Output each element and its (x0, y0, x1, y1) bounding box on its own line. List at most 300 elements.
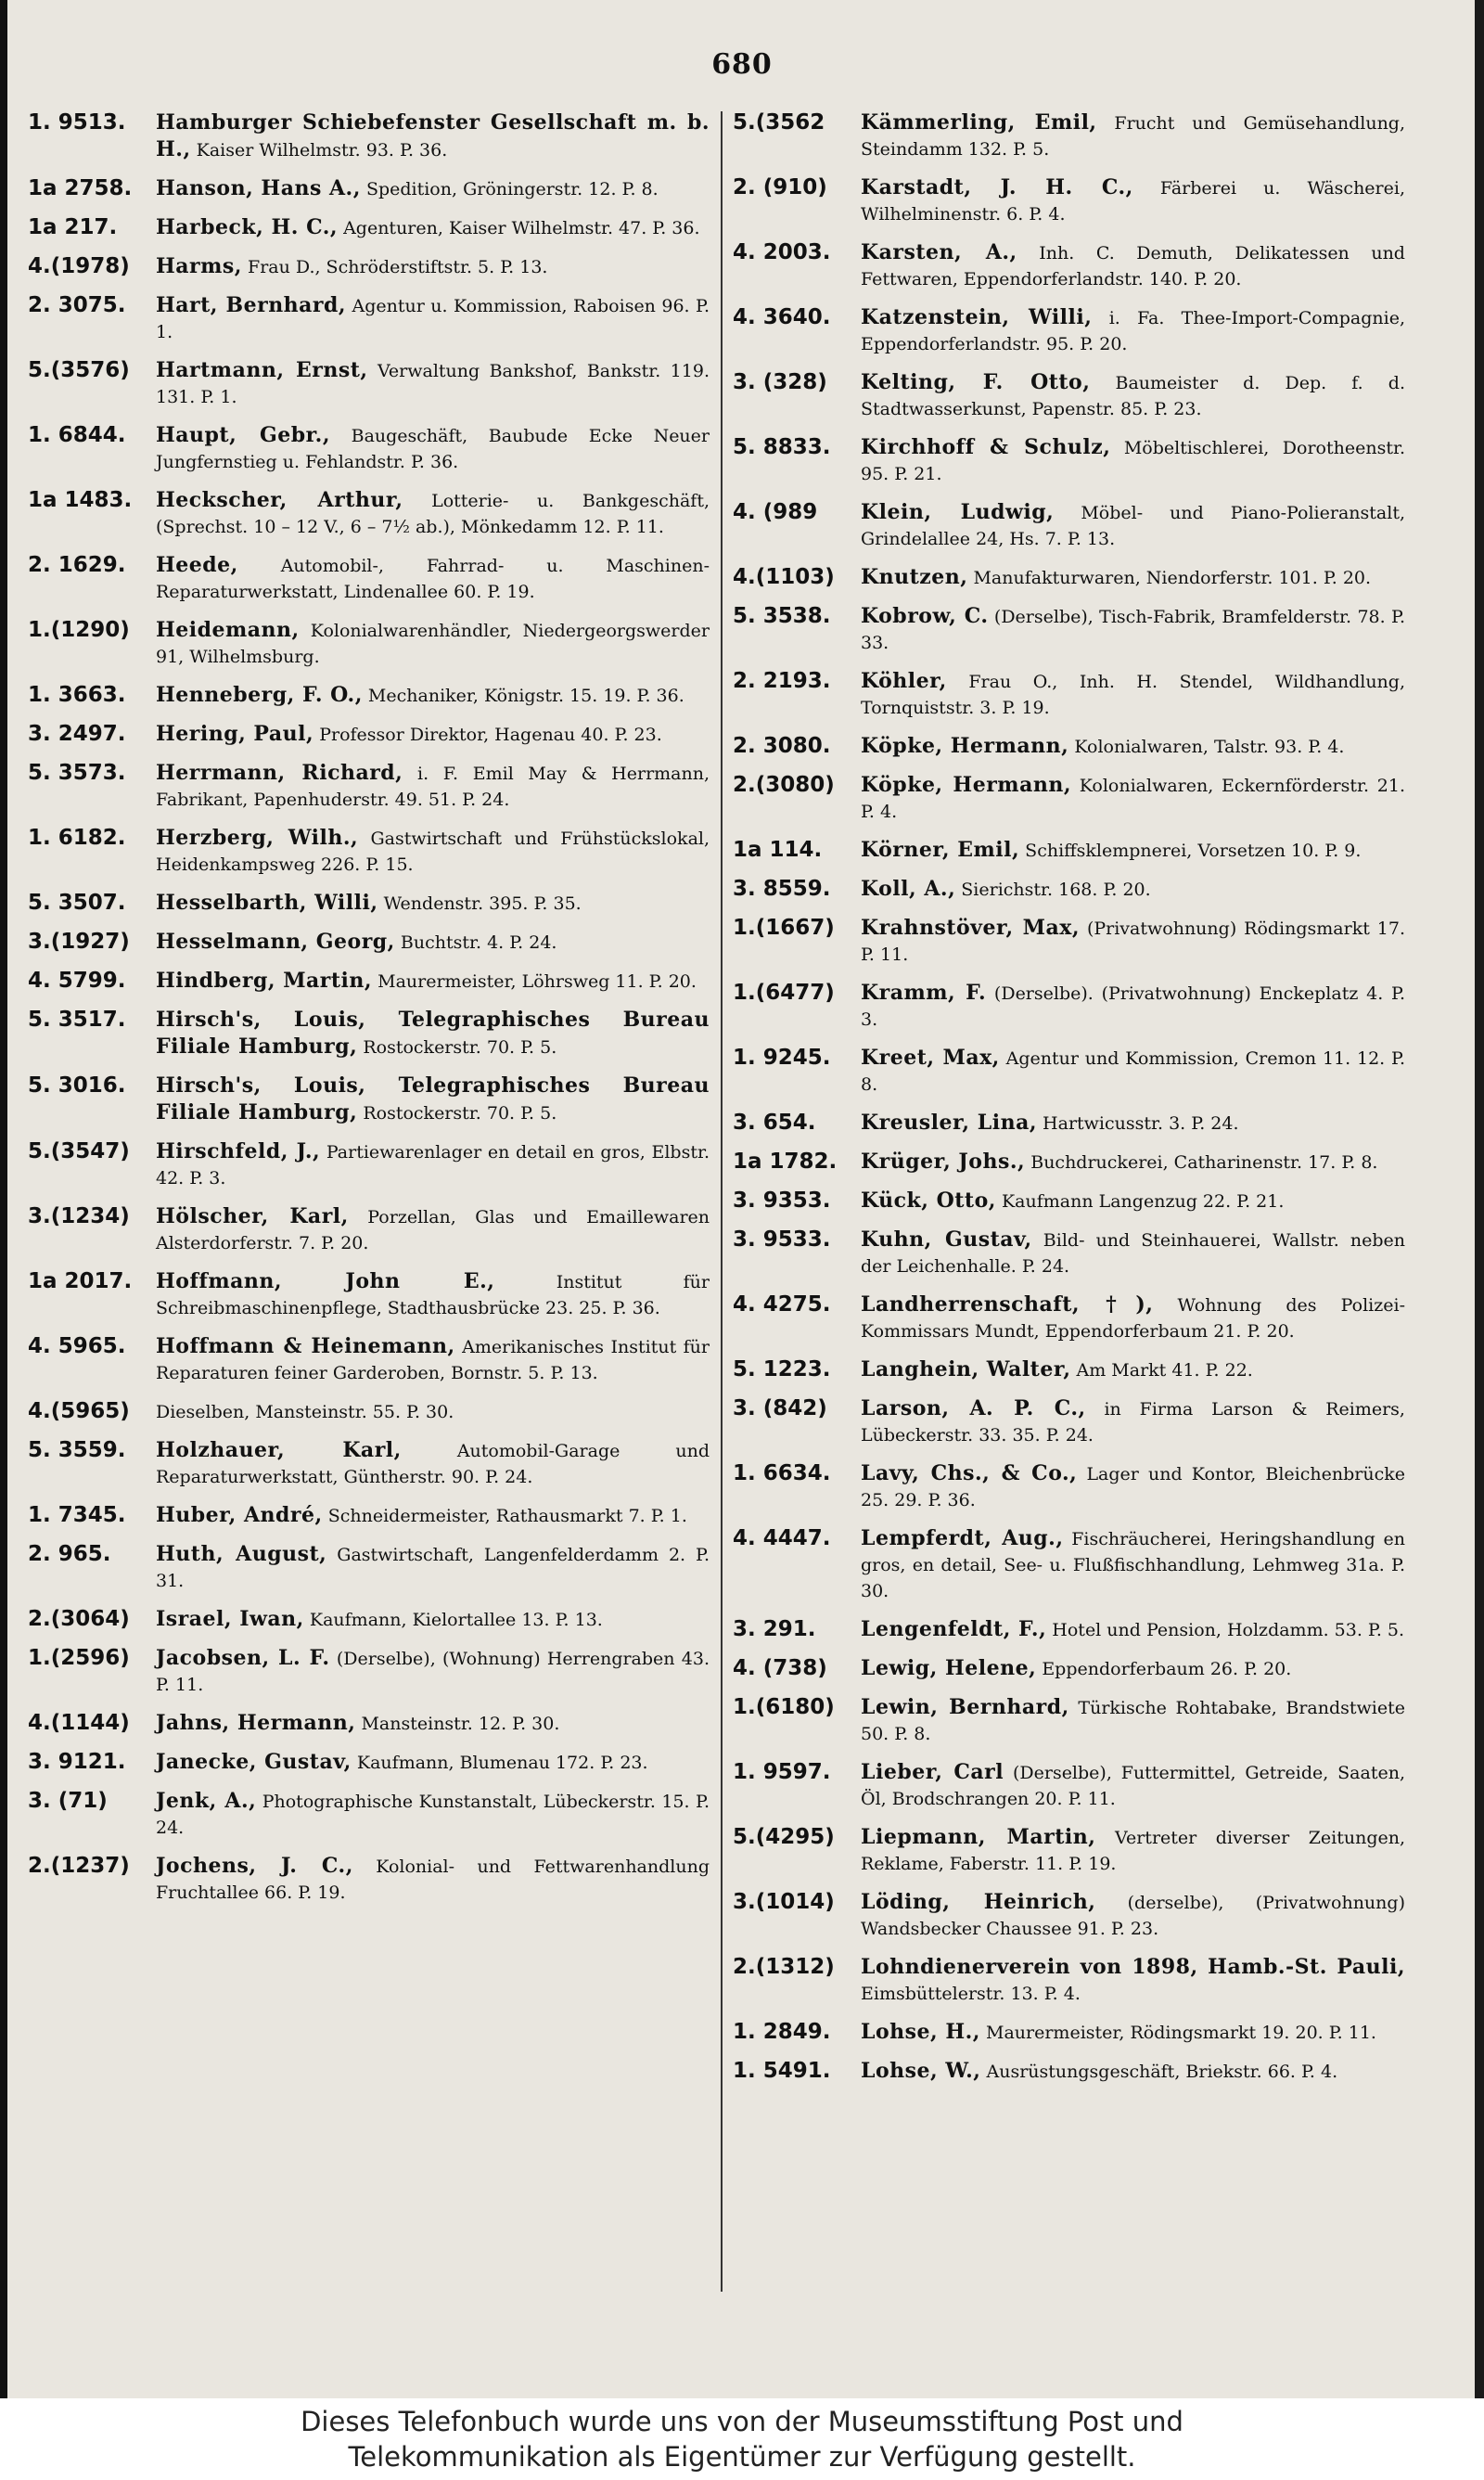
entry-name: Kirchhoff & Schulz, (861, 435, 1111, 459)
directory-entry (28, 1853, 710, 1906)
entry-text (861, 603, 1405, 656)
entry-text (156, 1502, 710, 1529)
entry-details: Buchdruckerei, Catharinenstr. 17. P. 8. (1030, 1152, 1378, 1173)
entry-name: Katzenstein, Willi, (861, 305, 1093, 329)
entry-text (156, 1749, 710, 1776)
entry-phone-number: 3. 9533. (733, 1227, 831, 1252)
entry-text (861, 1759, 1405, 1812)
page-number: 680 (711, 48, 773, 81)
entry-details: Buchtstr. 4. P. 24. (400, 932, 557, 953)
entry-phone-number: 1. 6634. (733, 1461, 831, 1485)
directory-entry (28, 1268, 710, 1321)
entry-details: Färberei u. Wäscherei, Wilhelminenstr. 6. P. 4. (861, 178, 1405, 225)
entry-details: Lager und Kontor, Bleichenbrücke 25. 29. P. 36. (861, 1464, 1405, 1510)
entry-details: Kaufmann Langenzug 22. P. 21. (1001, 1191, 1285, 1212)
entry-text (156, 1437, 710, 1490)
entry-text (861, 109, 1405, 162)
entry-name: Köpke, Hermann, (861, 773, 1071, 797)
entry-details: Kaufmann, Blumenau 172. P. 23. (356, 1753, 648, 1773)
entry-details: Spedition, Gröningerstr. 12. P. 8. (365, 179, 659, 199)
entry-phone-number: 5. 3016. (28, 1073, 126, 1098)
entry-text (861, 1227, 1405, 1279)
entry-details: Kolonial- und Fettwarenhandlung Fruchtallee 66. P. 19. (156, 1857, 710, 1903)
entry-details: Baumeister d. Dep. f. d. Stadtwasserkunst, Papenstr. 85. P. 23. (861, 373, 1405, 419)
directory-entry (733, 369, 1405, 422)
entry-phone-number: 5.(3562 (733, 110, 825, 135)
entry-name: Lavy, Chs., & Co., (861, 1461, 1078, 1485)
directory-entry (733, 1188, 1405, 1214)
entry-phone-number: 1.(1667) (733, 916, 835, 940)
entry-details: Dieselben, Mansteinstr. 55. P. 30. (156, 1402, 454, 1422)
entry-phone-number: 2.(1312) (733, 1955, 835, 1979)
directory-entry (28, 1710, 710, 1737)
entry-name: Haupt, Gebr., (156, 423, 331, 447)
entry-details: i. Fa. Thee-Import-Compagnie, Eppendorferlandstr. 95. P. 20. (861, 308, 1405, 354)
entry-text (861, 668, 1405, 721)
entry-details: Mechaniker, Königstr. 15. 19. P. 36. (367, 686, 684, 706)
entry-details: Frau D., Schröderstiftstr. 5. P. 13. (248, 257, 548, 277)
entry-name: Hanson, Hans A., (156, 176, 361, 200)
entry-details: Kaufmann, Kielortallee 13. P. 13. (309, 1610, 603, 1630)
entry-name: Huth, August, (156, 1542, 327, 1566)
entry-name: Kramm, F. (861, 981, 987, 1005)
entry-text (156, 1203, 710, 1256)
entry-details: Bild- und Steinhauerei, Wallstr. neben der Leichenhalle. P. 24. (861, 1230, 1406, 1277)
directory-entry (28, 253, 710, 280)
directory-entry (28, 929, 710, 956)
entry-text (156, 1606, 710, 1633)
entry-name: Hart, Bernhard, (156, 293, 347, 317)
entry-details: in Firma Larson & Reimers, Lübeckerstr. 33. 35. P. 24. (861, 1399, 1405, 1446)
directory-entry (733, 1227, 1405, 1279)
entry-name: Henneberg, F. O., (156, 683, 363, 707)
entry-phone-number: 5. 3517. (28, 1008, 126, 1032)
entry-text (156, 968, 710, 995)
entry-phone-number: 2.(3080) (733, 773, 835, 797)
entry-phone-number: 3. 8559. (733, 877, 831, 901)
entry-text (156, 1853, 710, 1906)
entry-phone-number: 4. (989 (733, 500, 818, 524)
scan-edge-right (1475, 0, 1484, 2398)
entry-name: Körner, Emil, (861, 838, 1020, 862)
entry-name: Heede, (156, 553, 238, 577)
entry-text (156, 357, 710, 410)
entry-name: Kobrow, C. (861, 604, 989, 628)
entry-text (156, 1333, 710, 1386)
entry-name: Kämmerling, Emil, (861, 110, 1097, 135)
entry-details: Eppendorferbaum 26. P. 20. (1042, 1659, 1292, 1679)
entry-phone-number: 5. 3538. (733, 604, 831, 628)
directory-entry (28, 1541, 710, 1594)
entry-text (861, 1460, 1405, 1513)
entry-name: Kreusler, Lina, (861, 1111, 1037, 1135)
entry-text (861, 1694, 1405, 1747)
left-column (28, 109, 710, 1918)
entry-name: Hirschfeld, J., (156, 1139, 321, 1163)
entry-text (156, 1073, 710, 1126)
entry-details: Gastwirtschaft, Langenfelderdamm 2. P. 31. (156, 1545, 710, 1591)
directory-entry (733, 1525, 1405, 1604)
entry-details: Fischräucherei, Heringshandlung en gros, en detail, See- u. Flußfischhandlung, Lehmweg 31a. P. 30. (861, 1529, 1405, 1601)
entry-phone-number: 3.(1927) (28, 930, 130, 954)
directory-entry (28, 422, 710, 475)
entry-details: Hartwicusstr. 3. P. 24. (1043, 1113, 1239, 1134)
entry-name: Kreet, Max, (861, 1046, 1000, 1070)
entry-text (156, 292, 710, 345)
entry-text (861, 1110, 1405, 1137)
entry-name: Kelting, F. Otto, (861, 370, 1091, 394)
directory-entry (28, 760, 710, 813)
entry-name: Huber, André, (156, 1503, 323, 1527)
entry-details: Türkische Rohtabake, Brandstwiete 50. P. 8. (861, 1698, 1406, 1744)
entry-phone-number: 4. 4447. (733, 1526, 831, 1550)
entry-text (861, 1655, 1405, 1682)
entry-phone-number: 3. (71) (28, 1789, 108, 1813)
entry-name: Lieber, Carl (861, 1760, 1004, 1784)
entry-text (156, 1710, 710, 1737)
directory-entry (733, 499, 1405, 552)
right-column (733, 109, 1405, 2097)
entry-text (156, 890, 710, 917)
directory-entry (733, 1759, 1405, 1812)
entry-text (861, 2019, 1405, 2046)
entry-details: (derselbe), (Privatwohnung) Wandsbecker Chaussee 91. P. 23. (861, 1893, 1405, 1939)
entry-details: Professor Direktor, Hagenau 40. P. 23. (319, 725, 662, 745)
entry-name: Klein, Ludwig, (861, 500, 1055, 524)
directory-entry (28, 357, 710, 410)
directory-entry (733, 915, 1405, 968)
directory-entry (28, 487, 710, 540)
entry-phone-number: 1. 5491. (733, 2059, 831, 2083)
entry-text (861, 1291, 1405, 1344)
entry-details: Wendenstr. 395. P. 35. (383, 893, 582, 914)
entry-text (861, 915, 1405, 968)
entry-phone-number: 3. 9353. (733, 1189, 831, 1213)
entry-text (861, 1356, 1405, 1383)
entry-name: Löding, Heinrich, (861, 1890, 1096, 1914)
entry-phone-number: 1.(6180) (733, 1695, 835, 1719)
entry-name: Hamburger Schiebefenster Gesellschaft m. b. H., (156, 110, 710, 161)
entry-details: (Derselbe), Futtermittel, Getreide, Saaten, Öl, Brodschrangen 20. P. 11. (861, 1763, 1405, 1809)
entry-text (156, 721, 710, 748)
entry-phone-number: 3. 2497. (28, 722, 126, 746)
entry-text (861, 1889, 1405, 1942)
entry-name: Lohse, W., (861, 2059, 981, 2083)
column-divider (721, 111, 723, 2292)
entry-name: Hirsch's, Louis, Telegraphisches Bureau Filiale Hamburg, (156, 1073, 710, 1124)
entry-name: Heckscher, Arthur, (156, 488, 403, 512)
entry-name: Jahns, Hermann, (156, 1711, 356, 1735)
entry-details: Institut für Schreibmaschinenpflege, Stadthausbrücke 23. 25. P. 36. (156, 1272, 710, 1318)
footer-line-2: Telekommunikation als Eigentümer zur Verfügung gestellt. (348, 2441, 1136, 2473)
directory-entry (733, 564, 1405, 591)
directory-entry (28, 682, 710, 709)
entry-name: Köpke, Hermann, (861, 734, 1069, 758)
directory-entry (733, 239, 1405, 292)
directory-entry (733, 1045, 1405, 1098)
directory-entry (28, 1073, 710, 1126)
directory-entry (733, 603, 1405, 656)
entry-name: Jacobsen, L. F. (156, 1646, 330, 1670)
entry-text (861, 304, 1405, 357)
entry-name: Harbeck, H. C., (156, 215, 339, 239)
directory-entry (733, 733, 1405, 760)
directory-entry (28, 1398, 710, 1425)
entry-name: Karstadt, J. H. C., (861, 175, 1133, 199)
entry-details: Mansteinstr. 12. P. 30. (361, 1714, 560, 1734)
directory-entry (733, 2019, 1405, 2046)
entry-phone-number: 3. 9121. (28, 1750, 126, 1774)
entry-details: Frau O., Inh. H. Stendel, Wildhandlung, Tornquiststr. 3. P. 19. (861, 672, 1405, 718)
entry-text (156, 1138, 710, 1191)
entry-name: Lohndienerverein von 1898, Hamb.-St. Pauli, (861, 1955, 1405, 1979)
entry-details: Agenturen, Kaiser Wilhelmstr. 47. P. 36. (343, 218, 700, 238)
entry-details: Gastwirtschaft und Frühstückslokal, Heidenkampsweg 226. P. 15. (156, 829, 710, 875)
entry-name: Israel, Iwan, (156, 1607, 304, 1631)
footer-line-1: Dieses Telefonbuch wurde uns von der Museumsstiftung Post und (301, 2406, 1183, 2437)
entry-text (861, 1616, 1405, 1643)
entry-phone-number: 3. (842) (733, 1396, 827, 1420)
entry-name: Lengenfeldt, F., (861, 1617, 1047, 1641)
directory-entry (733, 434, 1405, 487)
entry-phone-number: 5.(4295) (733, 1825, 835, 1849)
entry-phone-number: 1. 9513. (28, 110, 126, 135)
entry-text (156, 1645, 710, 1698)
footer-notice (0, 2398, 1484, 2480)
entry-text (861, 876, 1405, 903)
entry-text (156, 214, 710, 241)
entry-name: Liepmann, Martin, (861, 1825, 1096, 1849)
entry-name: Jochens, J. C., (156, 1854, 353, 1878)
entry-name: Herrmann, Richard, (156, 761, 403, 785)
entry-name: Lempferdt, Aug., (861, 1526, 1064, 1550)
entry-phone-number: 1.(2596) (28, 1646, 130, 1670)
entry-details: Maurermeister, Löhrsweg 11. P. 20. (377, 971, 697, 992)
entry-phone-number: 2. 3075. (28, 293, 126, 317)
entry-text (156, 1007, 710, 1060)
entry-text (861, 1149, 1405, 1176)
entry-details: Inh. C. Demuth, Delikatessen und Fettwaren, Eppendorferlandstr. 140. P. 20. (861, 243, 1405, 289)
directory-entry (733, 1889, 1405, 1942)
entry-phone-number: 1. 7345. (28, 1503, 126, 1527)
entry-phone-number: 4.(5965) (28, 1399, 130, 1423)
entry-name: Lewin, Bernhard, (861, 1695, 1069, 1719)
entry-text (156, 1541, 710, 1594)
entry-phone-number: 5.(3547) (28, 1139, 130, 1163)
entry-details: (Derselbe), Tisch-Fabrik, Bramfelderstr. 78. P. 33. (861, 607, 1405, 653)
entry-text (861, 837, 1405, 864)
entry-text (156, 175, 710, 202)
directory-entry (733, 1149, 1405, 1176)
directory-entry (733, 2058, 1405, 2085)
entry-text (156, 617, 710, 670)
entry-name: Krüger, Johs., (861, 1150, 1026, 1174)
directory-entry (28, 1203, 710, 1256)
entry-text (861, 239, 1405, 292)
entry-details: (Derselbe), (Wohnung) Herrengraben 43. P. 11. (156, 1649, 710, 1695)
entry-text (861, 369, 1405, 422)
entry-details: Photographische Kunstanstalt, Lübeckerstr. 15. P. 24. (156, 1792, 710, 1838)
entry-details: Porzellan, Glas und Emaillewaren Alsterdorferstr. 7. P. 20. (156, 1207, 710, 1253)
directory-entry (733, 1460, 1405, 1513)
entry-phone-number: 2.(3064) (28, 1607, 130, 1631)
directory-entry (28, 552, 710, 605)
directory-entry (733, 174, 1405, 227)
entry-phone-number: 2. 2193. (733, 669, 831, 693)
directory-entry (28, 1138, 710, 1191)
entry-name: Lewig, Helene, (861, 1656, 1037, 1680)
directory-entry (28, 109, 710, 163)
entry-name: Hölscher, Karl, (156, 1204, 349, 1228)
entry-phone-number: 4. (738) (733, 1656, 827, 1680)
entry-name: Herzberg, Wilh., (156, 826, 359, 850)
directory-entry (733, 304, 1405, 357)
entry-phone-number: 1. 6844. (28, 423, 126, 447)
entry-details: Automobil-, Fahrrad- u. Maschinen-Reparaturwerkstatt, Lindenallee 60. P. 19. (156, 556, 710, 602)
entry-phone-number: 3. 654. (733, 1111, 816, 1135)
entry-text (861, 733, 1405, 760)
entry-text (156, 109, 710, 163)
directory-entry (28, 292, 710, 345)
entry-text (156, 825, 710, 878)
entry-phone-number: 1. 2849. (733, 2020, 831, 2044)
entry-details: i. F. Emil May & Herrmann, Fabrikant, Papenhuderstr. 49. 51. P. 24. (156, 764, 710, 810)
entry-name: Langhein, Walter, (861, 1357, 1071, 1381)
entry-name: Koll, A., (861, 877, 956, 901)
entry-details: Baugeschäft, Baubude Ecke Neuer Jungfernstieg u. Fehlandstr. P. 36. (156, 426, 710, 472)
entry-phone-number: 4. 5799. (28, 969, 126, 993)
entry-text (156, 552, 710, 605)
entry-phone-number: 4.(1144) (28, 1711, 130, 1735)
entry-text (861, 980, 1405, 1033)
entry-phone-number: 3.(1014) (733, 1890, 835, 1914)
entry-details: Kolonialwaren, Eckernförderstr. 21. P. 4. (861, 776, 1405, 822)
directory-entry (28, 968, 710, 995)
entry-details: Rostockerstr. 70. P. 5. (363, 1037, 557, 1058)
entry-phone-number: 5. 3559. (28, 1438, 126, 1462)
entry-phone-number: 3. (328) (733, 370, 827, 394)
entry-name: Hirsch's, Louis, Telegraphisches Bureau Filiale Hamburg, (156, 1008, 710, 1059)
entry-details: Partiewarenlager en detail en gros, Elbstr. 42. P. 3. (156, 1142, 710, 1189)
entry-name: Janecke, Gustav, (156, 1750, 352, 1774)
entry-phone-number: 2.(1237) (28, 1854, 130, 1878)
directory-entry (28, 1606, 710, 1633)
entry-text (156, 682, 710, 709)
entry-details: Eimsbüttelerstr. 13. P. 4. (861, 1984, 1081, 2004)
entry-details: Kolonialwarenhändler, Niedergeorgswerder 91, Wilhelmsburg. (156, 621, 710, 667)
entry-text (861, 772, 1405, 825)
directory-entry (28, 890, 710, 917)
entry-name: Holzhauer, Karl, (156, 1438, 402, 1462)
entry-phone-number: 2. (910) (733, 175, 827, 199)
entry-phone-number: 1.(6477) (733, 981, 835, 1005)
entry-text (861, 174, 1405, 227)
entry-phone-number: 1. 3663. (28, 683, 126, 707)
directory-entry (28, 617, 710, 670)
entry-phone-number: 1. 6182. (28, 826, 126, 850)
directory-entry (28, 1333, 710, 1386)
entry-phone-number: 1a 1483. (28, 488, 133, 512)
entry-name: Köhler, (861, 669, 947, 693)
directory-entry (733, 668, 1405, 721)
entry-name: Kuhn, Gustav, (861, 1227, 1032, 1252)
entry-text (156, 1398, 710, 1425)
entry-phone-number: 5. 8833. (733, 435, 831, 459)
directory-entry (733, 772, 1405, 825)
entry-text (156, 929, 710, 956)
entry-phone-number: 2. 3080. (733, 734, 831, 758)
entry-name: Hindberg, Martin, (156, 969, 373, 993)
directory-entry (28, 1007, 710, 1060)
entry-phone-number: 4. 5965. (28, 1334, 126, 1358)
entry-phone-number: 4. 4275. (733, 1292, 831, 1317)
entry-details: Möbel- und Piano-Polieranstalt, Grindelallee 24, Hs. 7. P. 13. (861, 503, 1405, 549)
directory-entry (733, 1824, 1405, 1877)
entry-phone-number: 4. 2003. (733, 240, 831, 264)
entry-text (861, 2058, 1405, 2085)
directory-entry (733, 837, 1405, 864)
directory-entry (733, 1291, 1405, 1344)
directory-entry (733, 1655, 1405, 1682)
entry-phone-number: 1a 217. (28, 215, 118, 239)
directory-entry (28, 175, 710, 202)
entry-details: Kolonialwaren, Talstr. 93. P. 4. (1074, 737, 1345, 757)
directory-entry (733, 1954, 1405, 2007)
entry-phone-number: 5. 3507. (28, 891, 126, 915)
entry-details: Vertreter diverser Zeitungen, Reklame, Faberstr. 11. P. 19. (861, 1828, 1406, 1874)
entry-name: Kück, Otto, (861, 1189, 996, 1213)
directory-entry (28, 1437, 710, 1490)
entry-details: Verwaltung Bankshof, Bankstr. 119. 131. P. 1. (156, 361, 710, 407)
entry-text (861, 1525, 1405, 1604)
scan-edge-left (0, 0, 7, 2398)
entry-details: Wohnung des Polizei-Kommissars Mundt, Eppendorferbaum 21. P. 20. (861, 1295, 1405, 1342)
entry-name: Hoffmann, John E., (156, 1269, 495, 1293)
entry-text (156, 422, 710, 475)
entry-text (861, 1954, 1405, 2007)
entry-name: Krahnstöver, Max, (861, 916, 1081, 940)
directory-entry (733, 876, 1405, 903)
entry-text (861, 1045, 1405, 1098)
entry-details: Rostockerstr. 70. P. 5. (363, 1103, 557, 1124)
directory-entry (733, 1395, 1405, 1448)
entry-text (156, 760, 710, 813)
entry-details: Hotel und Pension, Holzdamm. 53. P. 5. (1052, 1620, 1405, 1640)
entry-text (156, 487, 710, 540)
entry-name: Landherrenschaft, †), (861, 1292, 1154, 1317)
entry-text (156, 1788, 710, 1841)
entry-phone-number: 3. 291. (733, 1617, 816, 1641)
entry-details: Amerikanisches Institut für Reparaturen feiner Garderoben, Bornstr. 5. P. 13. (156, 1337, 710, 1383)
entry-phone-number: 5. 1223. (733, 1357, 831, 1381)
entry-name: Hering, Paul, (156, 722, 314, 746)
entry-name: Larson, A. P. C., (861, 1396, 1086, 1420)
entry-phone-number: 1a 114. (733, 838, 823, 862)
entry-phone-number: 1a 2758. (28, 176, 133, 200)
directory-entry (28, 721, 710, 748)
entry-phone-number: 1. 9597. (733, 1760, 831, 1784)
entry-details: (Privatwohnung) Rödingsmarkt 17. P. 11. (861, 919, 1405, 965)
directory-entry (733, 1356, 1405, 1383)
entry-details: Agentur u. Kommission, Raboisen 96. P. 1. (156, 296, 710, 342)
entry-phone-number: 4. 3640. (733, 305, 831, 329)
entry-name: Jenk, A., (156, 1789, 257, 1813)
directory-entry (733, 1110, 1405, 1137)
entry-details: (Derselbe). (Privatwohnung) Enckeplatz 4. P. 3. (861, 983, 1405, 1030)
entry-phone-number: 2. 965. (28, 1542, 111, 1566)
directory-entry (28, 214, 710, 241)
entry-text (861, 499, 1405, 552)
